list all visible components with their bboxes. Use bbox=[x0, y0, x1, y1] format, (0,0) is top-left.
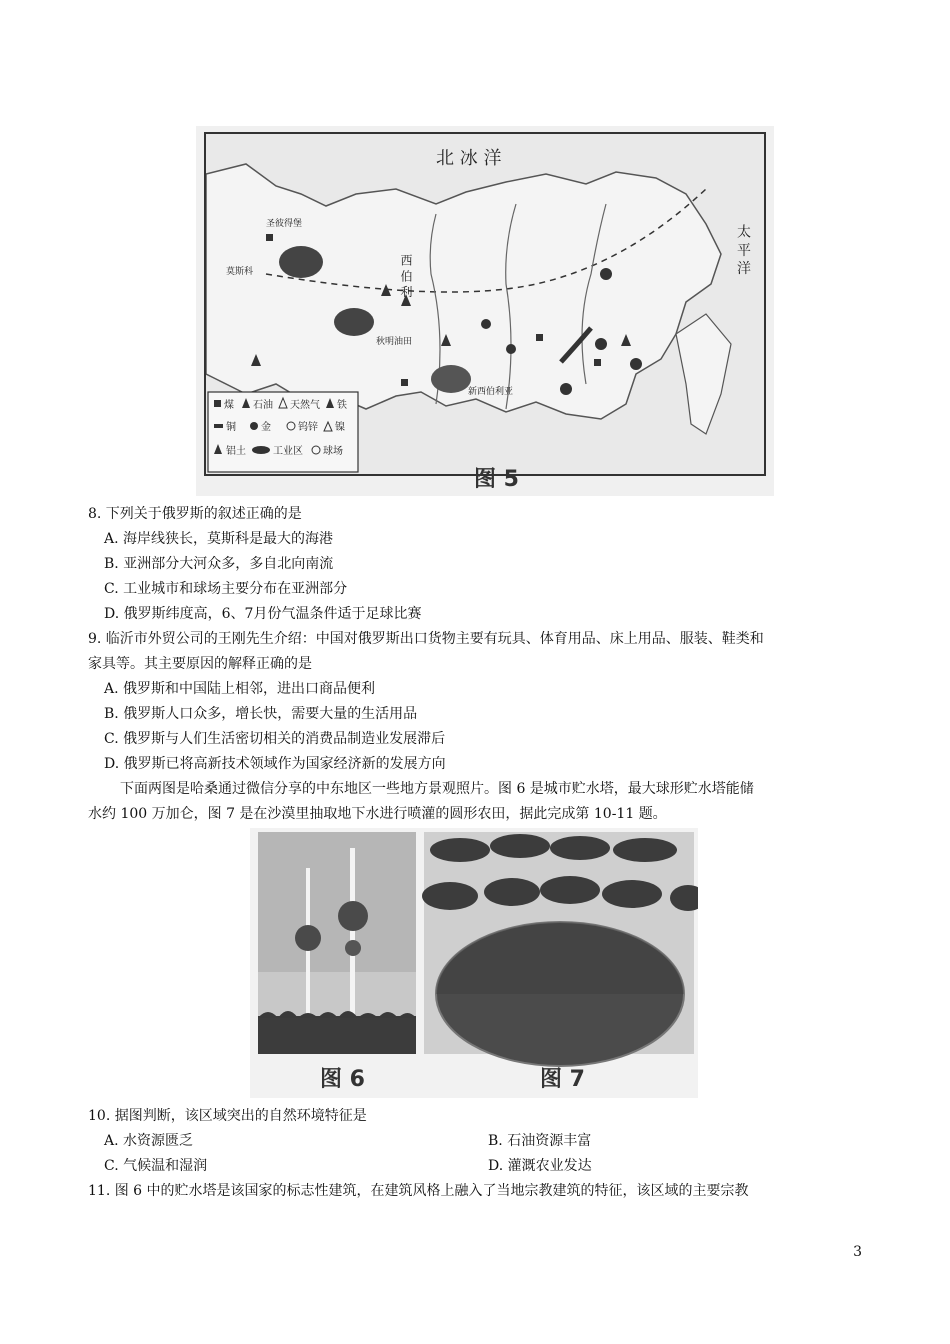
map-legend bbox=[208, 392, 358, 472]
map-label-novosibirsk: 新西伯利亚 bbox=[468, 387, 514, 397]
legend-gold: 金 bbox=[261, 422, 271, 433]
figure-7-photo bbox=[422, 832, 698, 1066]
question-10-option-b: B. 石油资源丰富 bbox=[488, 1133, 592, 1149]
figures-6-7-drawing bbox=[250, 828, 698, 1098]
figure-5 bbox=[196, 126, 774, 496]
question-10-option-c: C. 气候温和湿润 bbox=[104, 1158, 208, 1174]
industry-zone-ural bbox=[334, 308, 374, 336]
question-8-option-d: D. 俄罗斯纬度高，6、7月份气温条件适于足球比赛 bbox=[104, 606, 422, 622]
question-8-option-c: C. 工业城市和球场主要分布在亚洲部分 bbox=[104, 581, 348, 597]
question-10-stem: 10. 据图判断，该区域突出的自然环境特征是 bbox=[88, 1108, 367, 1124]
page-number: 3 bbox=[853, 1244, 862, 1260]
legend-nickel: 镍 bbox=[335, 422, 345, 433]
legend-stadium: 球场 bbox=[323, 446, 343, 457]
question-9-option-a: A. 俄罗斯和中国陆上相邻，进出口商品便利 bbox=[104, 681, 376, 697]
question-9-option-c: C. 俄罗斯与人们生活密切相关的消费品制造业发展滞后 bbox=[104, 731, 446, 747]
industry-zone-kuzbass bbox=[431, 365, 471, 393]
legend-oil: 石油 bbox=[253, 400, 273, 411]
figures-6-7 bbox=[250, 828, 698, 1098]
question-9-option-d: D. 俄罗斯已将高新技术领域作为国家经济新的发展方向 bbox=[104, 756, 446, 772]
figure-6-photo bbox=[258, 832, 416, 1054]
figure-6-caption: 图 6 bbox=[320, 1067, 365, 1092]
question-8-stem: 8. 下列关于俄罗斯的叙述正确的是 bbox=[88, 506, 302, 522]
map-label-tyumen: 秋明油田 bbox=[376, 337, 413, 347]
map-label-stpetersburg: 圣彼得堡 bbox=[266, 219, 303, 229]
legend-gas: 天然气 bbox=[290, 400, 320, 411]
map-label-pacific: 太 平 洋 bbox=[735, 224, 751, 275]
legend-industry: 工业区 bbox=[273, 446, 303, 457]
question-10-option-a: A. 水资源匮乏 bbox=[104, 1133, 194, 1149]
map-label-arctic-ocean: 北 冰 洋 bbox=[436, 148, 502, 169]
russia-map bbox=[204, 132, 766, 476]
legend-bauxite: 铝土 bbox=[226, 446, 246, 457]
question-8-option-b: B. 亚洲部分大河众多，多自北向南流 bbox=[104, 556, 334, 572]
figure-5-caption: 图 5 bbox=[474, 467, 519, 492]
legend-tungsten: 钨锌 bbox=[298, 422, 318, 433]
legend-coal: 煤 bbox=[224, 400, 234, 411]
industry-zone-moscow bbox=[279, 246, 323, 278]
intro-line1: 下面两图是哈桑通过微信分享的中东地区一些地方景观照片。图 6 是城市贮水塔，最大球形贮水塔能储 bbox=[120, 781, 754, 797]
question-9-stem-line1: 9. 临沂市外贸公司的王刚先生介绍：中国对俄罗斯出口货物主要有玩具、体育用品、床上用品、服装、鞋类和 bbox=[88, 631, 764, 647]
legend-copper: 铜 bbox=[226, 422, 236, 433]
question-10-option-d: D. 灌溉农业发达 bbox=[488, 1158, 592, 1174]
question-11-stem: 11. 图 6 中的贮水塔是该国家的标志性建筑，在建筑风格上融入了当地宗教建筑的特征，该区域的主要宗教 bbox=[88, 1183, 749, 1199]
map-label-moscow: 莫斯科 bbox=[226, 267, 254, 277]
russia-map-drawing bbox=[206, 134, 764, 474]
map-label-siberia: 西 伯 利 bbox=[399, 254, 413, 298]
question-9-option-b: B. 俄罗斯人口众多，增长快，需要大量的生活用品 bbox=[104, 706, 418, 722]
question-8-option-a: A. 海岸线狭长，莫斯科是最大的海港 bbox=[104, 531, 334, 547]
intro-line2: 水约 100 万加仑，图 7 是在沙漠里抽取地下水进行喷灌的圆形农田，据此完成第 10-11 题。 bbox=[88, 806, 667, 822]
legend-iron: 铁 bbox=[337, 400, 347, 411]
question-9-stem-line2: 家具等。其主要原因的解释正确的是 bbox=[88, 656, 312, 672]
figure-7-caption: 图 7 bbox=[540, 1067, 585, 1092]
